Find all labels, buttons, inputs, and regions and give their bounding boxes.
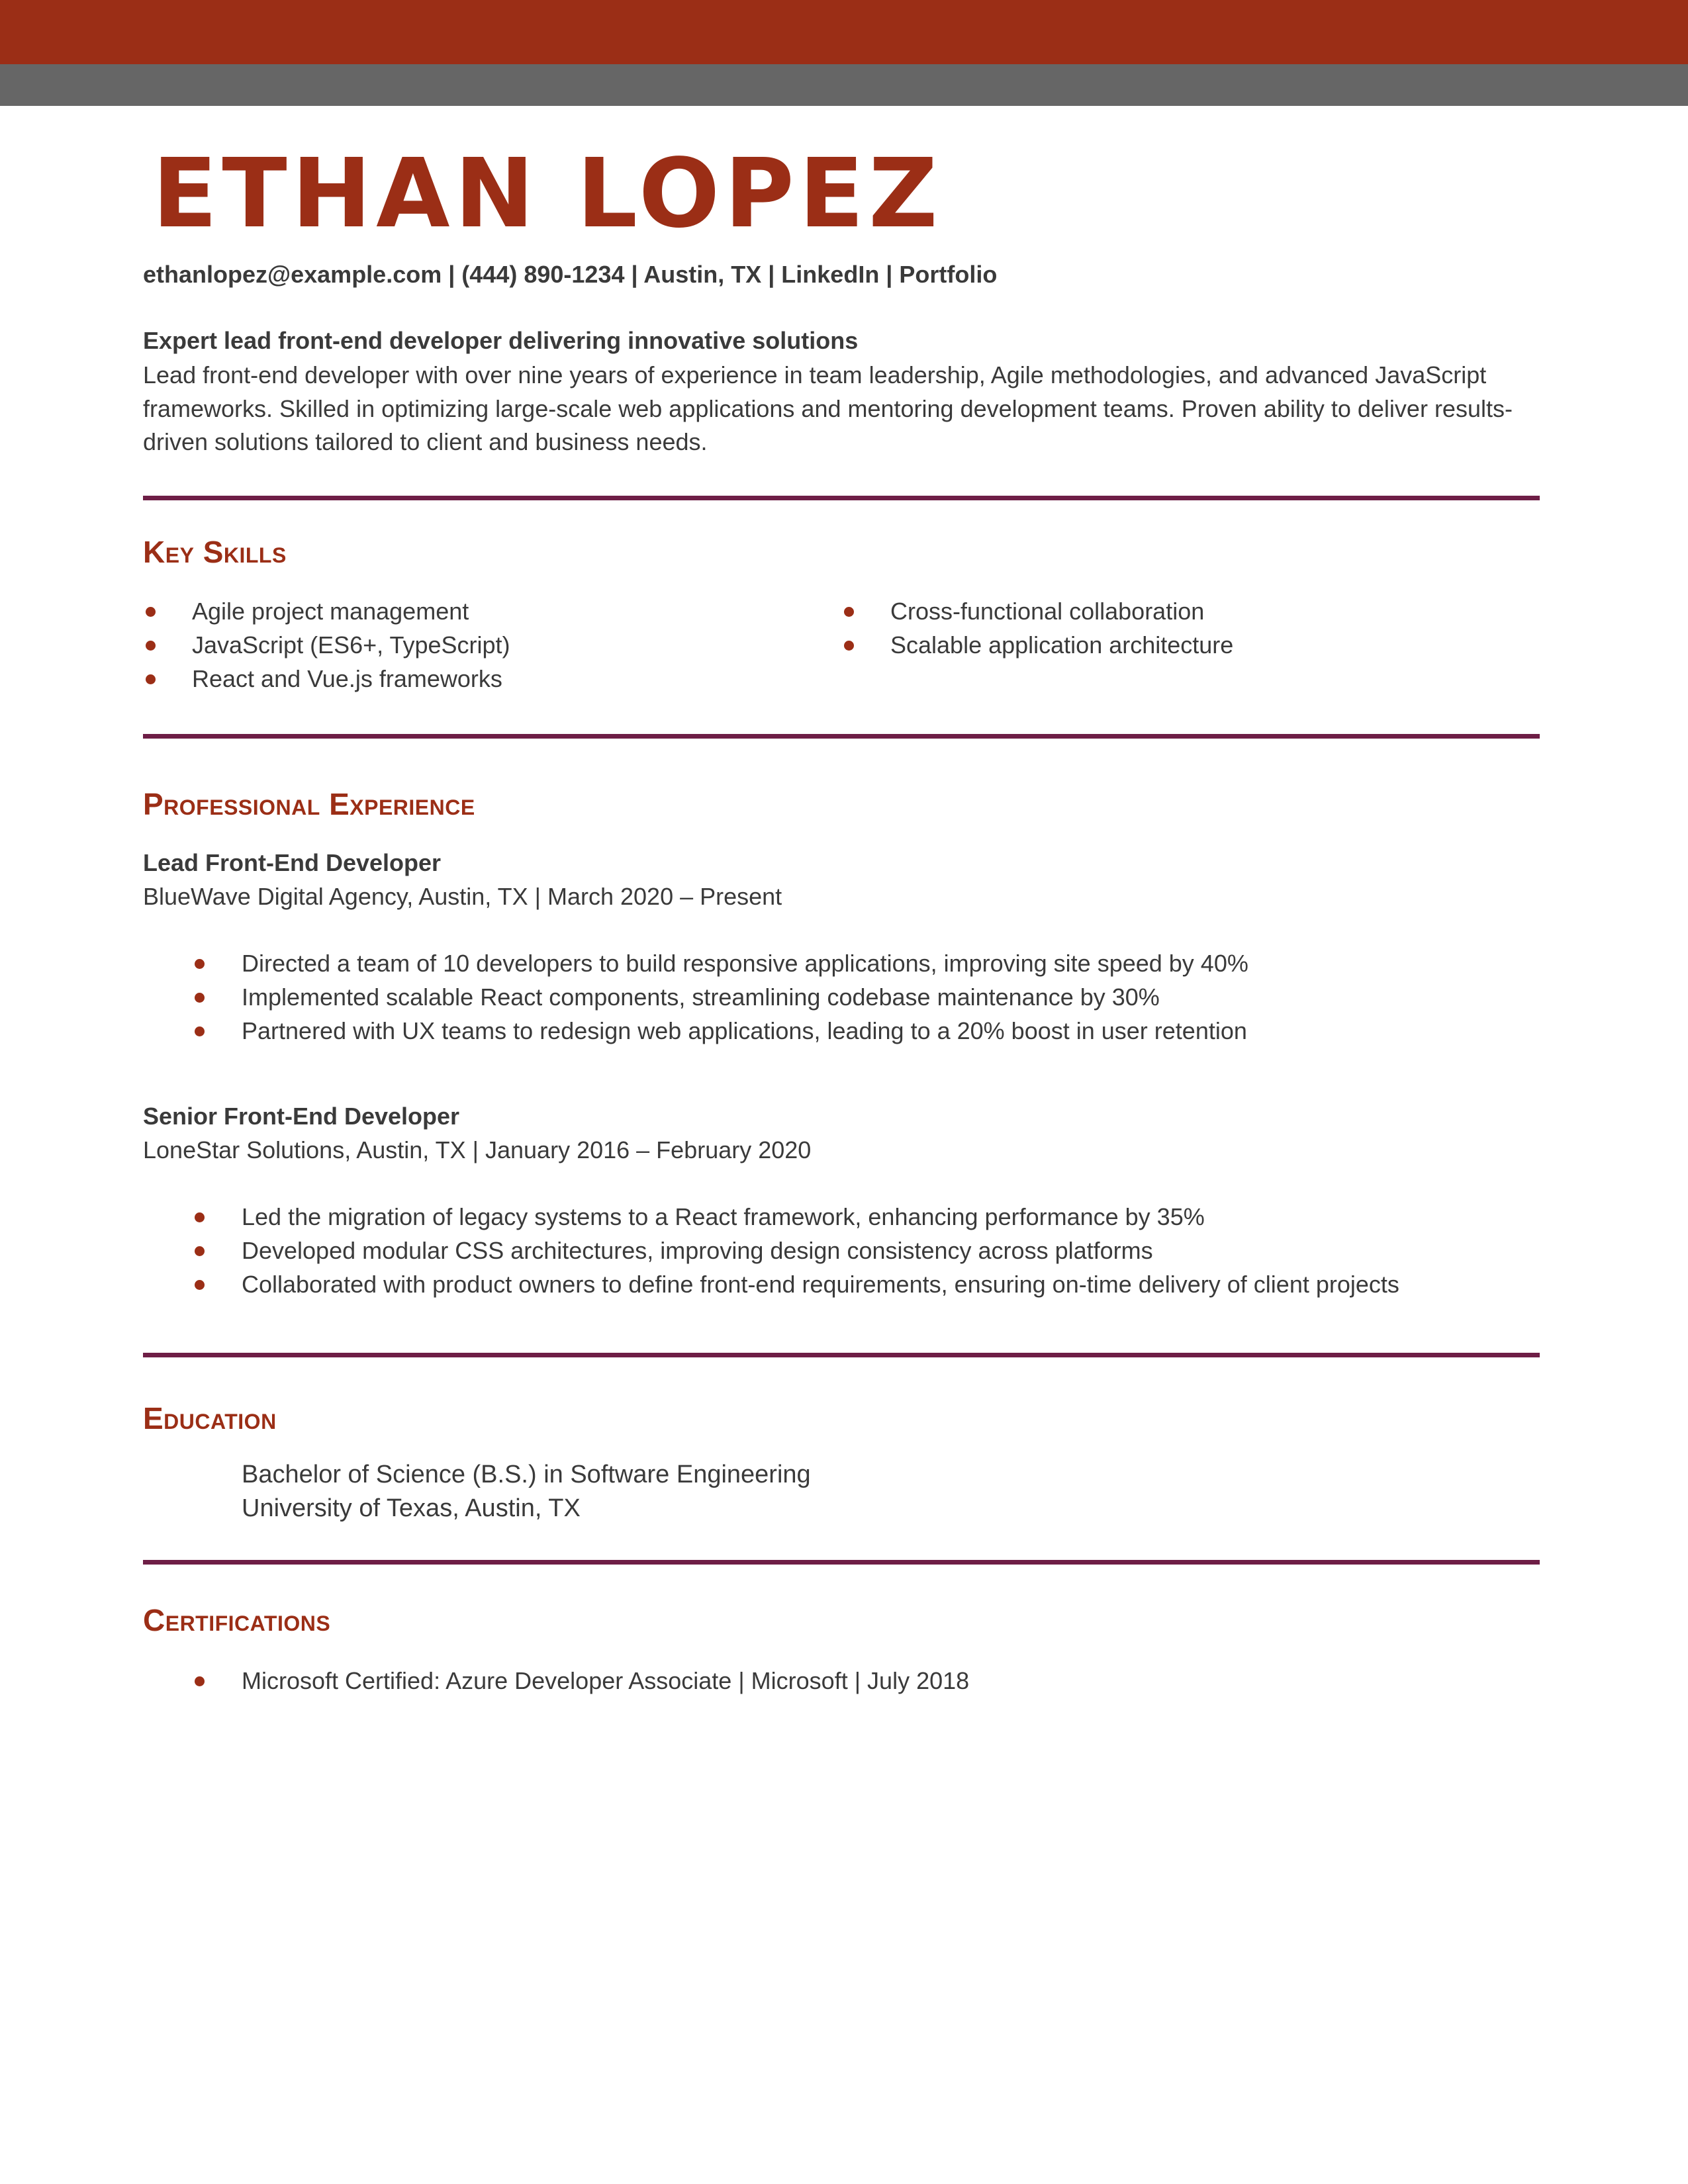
job-achievements	[143, 1200, 1540, 1301]
section-divider	[143, 496, 1540, 500]
job-achievements	[143, 946, 1540, 1048]
bullet-icon	[844, 641, 854, 651]
certifications-section-title: Certifications	[143, 1602, 331, 1637]
top-accent-band	[0, 0, 1688, 64]
bullet-icon	[195, 1280, 205, 1290]
candidate-name: ETHAN LOPEZ	[152, 138, 943, 249]
school: University of Texas, Austin, TX	[242, 1494, 581, 1522]
bullet-icon	[844, 607, 854, 617]
bullet-icon	[195, 959, 205, 969]
job-meta: BlueWave Digital Agency, Austin, TX | March 2020 – Present	[143, 882, 782, 910]
job-meta: LoneStar Solutions, Austin, TX | January 2016 – February 2020	[143, 1136, 812, 1163]
top-gray-band	[0, 64, 1688, 106]
job-entry	[143, 846, 1540, 1048]
certification-item: Microsoft Certified: Azure Developer Associate | Microsoft | July 2018	[143, 1664, 1540, 1698]
contact-line: ethanlopez@example.com | (444) 890-1234 | Austin, TX | LinkedIn | Portfolio	[143, 261, 998, 288]
achievement-item: Implemented scalable React components, streamlining codebase maintenance by 30%	[143, 980, 1540, 1014]
resume-page	[143, 106, 1540, 1698]
section-divider	[143, 1560, 1540, 1565]
bullet-icon	[195, 1676, 205, 1686]
achievement-item: Directed a team of 10 developers to build responsive applications, improving site speed by 40%	[143, 946, 1540, 980]
education-entry	[143, 1458, 1540, 1525]
achievement-item: Collaborated with product owners to define front-end requirements, ensuring on-time delivery of client projects	[143, 1267, 1540, 1301]
bullet-icon	[146, 674, 156, 684]
bullet-icon	[195, 1026, 205, 1036]
skills-section-title: Key Skills	[143, 534, 287, 569]
summary-paragraph: Lead front-end developer with over nine years of experience in team leadership, Agile methodologies, and advanced JavaScript frameworks. Skilled in optimizing large-scale web applications and mentoring development teams. Proven ability to deliver results-driven solutions tailored to client and business needs.	[143, 361, 1513, 455]
section-divider	[143, 1353, 1540, 1357]
job-title: Senior Front-End Developer	[143, 1102, 460, 1130]
bullet-icon	[195, 993, 205, 1003]
bullet-icon	[146, 607, 156, 617]
skills-column-left	[143, 594, 841, 696]
achievement-item: Developed modular CSS architectures, improving design consistency across platforms	[143, 1234, 1540, 1267]
bullet-icon	[195, 1246, 205, 1256]
degree: Bachelor of Science (B.S.) in Software Engineering	[242, 1460, 811, 1488]
job-title: Lead Front-End Developer	[143, 848, 442, 876]
experience-section-title: Professional Experience	[143, 786, 475, 821]
skill-item: React and Vue.js frameworks	[143, 662, 841, 696]
achievement-item: Partnered with UX teams to redesign web applications, leading to a 20% boost in user retention	[143, 1014, 1540, 1048]
skill-item: Agile project management	[143, 594, 841, 628]
education-section-title: Education	[143, 1400, 277, 1435]
summary-headline: Expert lead front-end developer delivering innovative solutions	[143, 327, 859, 354]
job-entry	[143, 1099, 1540, 1301]
section-divider	[143, 734, 1540, 739]
skill-item: Scalable application architecture	[841, 628, 1540, 662]
achievement-item: Led the migration of legacy systems to a React framework, enhancing performance by 35%	[143, 1200, 1540, 1234]
skill-item: JavaScript (ES6+, TypeScript)	[143, 628, 841, 662]
skills-column-right	[841, 594, 1540, 696]
certifications-list	[143, 1664, 1540, 1698]
skills-columns	[143, 594, 1540, 696]
skill-item: Cross-functional collaboration	[841, 594, 1540, 628]
bullet-icon	[195, 1212, 205, 1222]
bullet-icon	[146, 641, 156, 651]
